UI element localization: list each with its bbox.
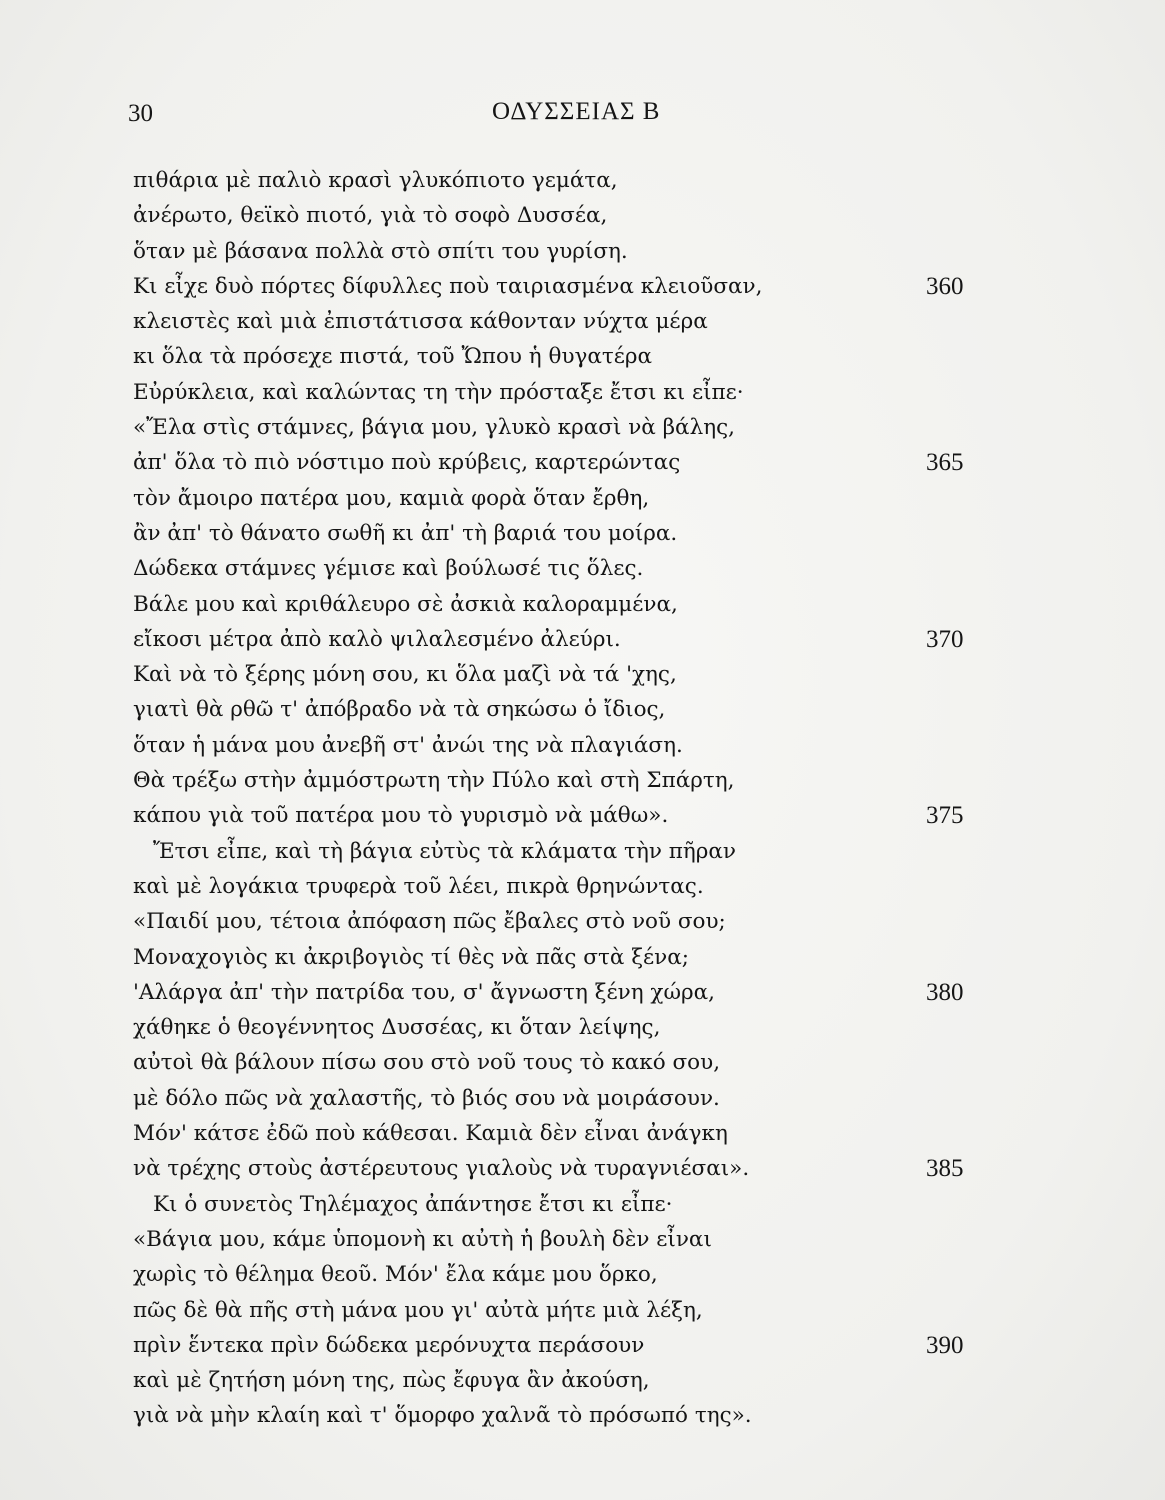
line-number: 380 — [926, 978, 964, 1006]
line-number: 375 — [926, 802, 964, 830]
verse-line — [133, 1116, 993, 1151]
verse-text: αὐτοὶ θὰ βάλουν πίσω σου στὸ νοῦ τους τὸ κακό σου, — [133, 1050, 721, 1076]
line-number: 390 — [926, 1331, 964, 1359]
verse-line — [133, 1187, 993, 1222]
poem-text — [133, 163, 993, 1434]
verse-text: Εὐρύκλεια, καὶ καλώντας τη τὴν πρόσταξε ἔτσι κι εἶπε· — [133, 379, 744, 405]
verse-line — [133, 1398, 993, 1433]
verse-text: ὅταν ἡ μάνα μου ἀνεβῆ στ' ἀνώι της νὰ πλαγιάση. — [133, 732, 683, 758]
verse-line — [133, 1293, 993, 1328]
verse-text: γιὰ νὰ μὴν κλαίη καὶ τ' ὅμορφο χαλνᾶ τὸ πρόσωπό της». — [133, 1403, 752, 1429]
verse-text: πῶς δὲ θὰ πῆς στὴ μάνα μου γι' αὐτὰ μήτε μιὰ λέξη, — [133, 1297, 703, 1323]
verse-text: κλειστὲς καὶ μιὰ ἐπιστάτισσα κάθονταν νύχτα μέρα — [133, 309, 708, 335]
verse-line — [133, 1222, 993, 1257]
verse-text: Δώδεκα στάμνες γέμισε καὶ βούλωσέ τις ὅλες. — [133, 556, 644, 582]
verse-line — [133, 975, 993, 1010]
line-number: 360 — [926, 272, 964, 300]
verse-text: τὸν ἄμοιρο πατέρα μου, καμιὰ φορὰ ὅταν ἔρθη, — [133, 485, 650, 511]
verse-text: γιατὶ θὰ ρθῶ τ' ἀπόβραδο νὰ τὰ σηκώσω ὁ ἴδιος, — [133, 697, 666, 723]
verse-line — [133, 1151, 993, 1186]
running-title: ΟΔΥΣΣΕΙΑΣ Β — [492, 98, 661, 125]
verse-line — [133, 763, 993, 798]
verse-text: ἀπ' ὅλα τὸ πιὸ νόστιμο ποὺ κρύβεις, καρτερώντας — [133, 450, 681, 476]
verse-text: καὶ μὲ ζητήση μόνη της, πὼς ἔφυγα ἂν ἀκούση, — [133, 1368, 650, 1394]
verse-text: εἴκοσι μέτρα ἀπὸ καλὸ ψιλαλεσμένο ἀλεύρι. — [133, 626, 621, 652]
verse-line — [133, 516, 993, 551]
line-number: 370 — [926, 625, 964, 653]
verse-text: μὲ δόλο πῶς νὰ χαλαστῆς, τὸ βιός σου νὰ μοιράσουν. — [133, 1085, 720, 1111]
verse-line — [133, 375, 993, 410]
verse-text: καὶ μὲ λογάκια τρυφερὰ τοῦ λέει, πικρὰ θρηνώντας. — [133, 873, 704, 899]
verse-text: Καὶ νὰ τὸ ξέρης μόνη σου, κι ὅλα μαζὶ νὰ τά 'χης, — [133, 662, 677, 688]
verse-line — [133, 692, 993, 727]
verse-line — [133, 1010, 993, 1045]
verse-text: χωρὶς τὸ θέλημα θεοῦ. Μόν' ἔλα κάμε μου ὅρκο, — [133, 1262, 658, 1288]
verse-line — [133, 1328, 993, 1363]
verse-text: Βάλε μου καὶ κριθάλευρο σὲ ἀσκιὰ καλοραμμένα, — [133, 591, 678, 617]
verse-text: «Ἔλα στὶς στάμνες, βάγια μου, γλυκὸ κρασὶ νὰ βάλης, — [133, 415, 735, 441]
verse-line — [133, 657, 993, 692]
verse-line — [133, 834, 993, 869]
verse-text: «Βάγια μου, κάμε ὑπομονὴ κι αὐτὴ ἡ βουλὴ δὲν εἶναι — [133, 1226, 712, 1252]
verse-line — [133, 269, 993, 304]
verse-text: Κι ὁ συνετὸς Τηλέμαχος ἀπάντησε ἔτσι κι εἶπε· — [153, 1191, 673, 1217]
verse-text: χάθηκε ὁ θεογέννητος Δυσσέας, κι ὅταν λείψης, — [133, 1015, 661, 1041]
verse-line — [133, 1257, 993, 1292]
verse-text: «Παιδί μου, τέτοια ἀπόφαση πῶς ἔβαλες στὸ νοῦ σου; — [133, 909, 726, 935]
line-number: 365 — [926, 449, 964, 477]
verse-text: ἂν ἀπ' τὸ θάνατο σωθῆ κι ἀπ' τὴ βαριά του μοίρα. — [133, 520, 678, 546]
verse-text: ἀνέρωτο, θεϊκὸ πιοτό, γιὰ τὸ σοφὸ Δυσσέα, — [133, 203, 608, 229]
verse-text: κι ὅλα τὰ πρόσεχε πιστά, τοῦ Ὤπου ἡ θυγατέρα — [133, 344, 653, 370]
verse-text: νὰ τρέχης στοὺς ἀστέρευτους γιαλοὺς νὰ τυραγνιέσαι». — [133, 1156, 750, 1182]
line-number: 385 — [926, 1155, 964, 1183]
verse-line — [133, 1363, 993, 1398]
verse-line — [133, 234, 993, 269]
verse-text: Θὰ τρέξω στὴν ἀμμόστρωτη τὴν Πύλο καὶ στὴ Σπάρτη, — [133, 768, 735, 794]
verse-text: πιθάρια μὲ παλιὸ κρασὶ γλυκόπιοτο γεμάτα, — [133, 168, 618, 193]
verse-text: ὅταν μὲ βάσανα πολλὰ στὸ σπίτι του γυρίση. — [133, 238, 628, 264]
verse-line — [133, 622, 993, 657]
verse-text: Ἔτσι εἶπε, καὶ τὴ βάγια εὐτὺς τὰ κλάματα τὴν πῆραν — [153, 838, 736, 864]
page-number: 30 — [128, 100, 153, 127]
verse-text: Μόν' κάτσε ἐδῶ ποὺ κάθεσαι. Καμιὰ δὲν εἶναι ἀνάγκη — [133, 1121, 728, 1147]
verse-line — [133, 1045, 993, 1080]
verse-line — [133, 481, 993, 516]
verse-line — [133, 410, 993, 445]
verse-line — [133, 869, 993, 904]
verse-text: κάπου γιὰ τοῦ πατέρα μου τὸ γυρισμὸ νὰ μάθω». — [133, 803, 669, 829]
verse-line — [133, 445, 993, 480]
verse-line — [133, 304, 993, 339]
verse-line — [133, 551, 993, 586]
verse-line — [133, 798, 993, 833]
verse-line — [133, 904, 993, 939]
verse-text: πρὶν ἕντεκα πρὶν δώδεκα μερόνυχτα περάσουν — [133, 1332, 645, 1358]
verse-text: 'Αλάργα ἀπ' τὴν πατρίδα του, σ' ἄγνωστη ξένη χώρα, — [133, 979, 715, 1005]
verse-line — [133, 339, 993, 374]
verse-text: Κι εἶχε δυὸ πόρτες δίφυλλες ποὺ ταιριασμένα κλειοῦσαν, — [133, 273, 763, 299]
verse-line — [133, 728, 993, 763]
verse-line — [133, 587, 993, 622]
verse-line — [133, 198, 993, 233]
verse-text: Μοναχογιὸς κι ἀκριβογιὸς τί θὲς νὰ πᾶς στὰ ξένα; — [133, 944, 690, 970]
verse-line — [133, 940, 993, 975]
verse-line — [133, 163, 993, 198]
verse-line — [133, 1081, 993, 1116]
